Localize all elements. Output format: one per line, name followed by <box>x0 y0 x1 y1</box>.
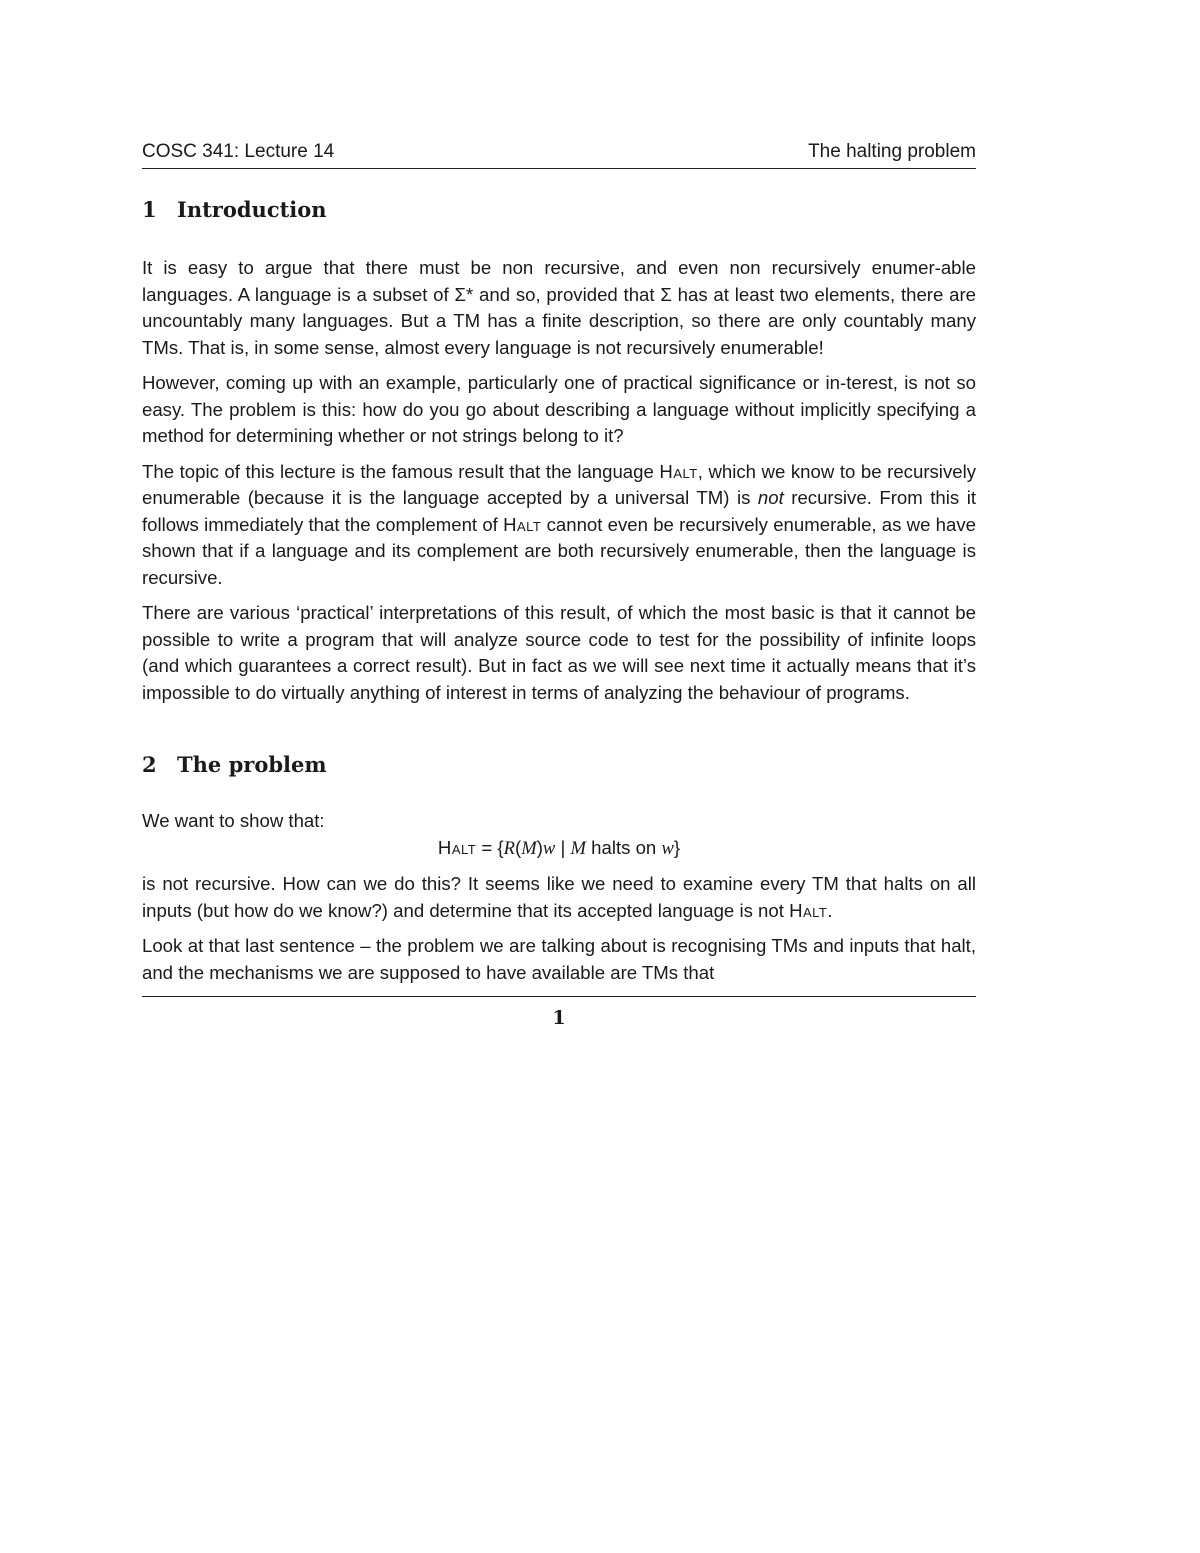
page-number: 1 <box>552 1007 566 1029</box>
section-number: 1 <box>142 197 157 222</box>
problem-paragraph-2: is not recursive. How can we do this? It seems like we need to examine every TM that halts on all inputs (but how do we know?) and determine that its accepted language is not Halt. <box>142 873 976 921</box>
section-heading-the-problem <box>142 750 976 780</box>
halt-term: Halt <box>659 460 698 482</box>
running-header <box>142 138 976 169</box>
header-course-title: COSC 341: Lecture 14 <box>142 141 335 162</box>
halt-term: Halt <box>789 899 828 921</box>
emphasis-not: not <box>757 487 784 508</box>
section-title: Introduction <box>177 197 327 222</box>
intro-paragraph-4: There are various ‘practical’ interpretations of this result, of which the most basic is that it cannot be possible to write a program that will analyze source code to test for the possibility of infinite loops (and which guarantees a correct result). But in fact as we will see next time it actually means that it’s impossible to do virtually anything of interest in terms of analyzing the behaviour of programs. <box>142 602 976 703</box>
intro-paragraph-1: It is easy to argue that there must be non recursive, and even non recursively enumer-able languages. A language is a subset of Σ* and so, provided that Σ has at least two elements, there are uncountably many languages. But a TM has a finite description, so there are only countably many TMs. That is, in some sense, almost every language is not recursively enumerable! <box>142 257 976 358</box>
problem-paragraph-3: Look at that last sentence – the problem we are talking about is recognising TMs and inputs that halt, and the mechanisms we are supposed to have available are TMs that <box>142 935 976 983</box>
section-title: The problem <box>177 752 327 777</box>
halt-term: Halt <box>503 513 542 535</box>
section-heading-introduction <box>142 195 976 225</box>
footer-rule <box>142 996 976 997</box>
halt-definition-equation: Halt = {R(M)w | M halts on w} <box>437 836 681 859</box>
section-number: 2 <box>142 752 157 777</box>
document-page <box>142 138 976 1029</box>
problem-paragraph-1: We want to show that: <box>142 810 325 831</box>
intro-paragraph-2: However, coming up with an example, particularly one of practical significance or in-terest, is not so easy. The problem is this: how do you go about describing a language without implicitly specifying a method for determining whether or not strings belong to it? <box>142 372 976 446</box>
header-lecture-topic: The halting problem <box>808 141 976 162</box>
intro-paragraph-3: The topic of this lecture is the famous result that the language Halt, which we know to be recursively enumerable (because it is the language accepted by a universal TM) is not recursive. From this it follows immediately that the complement of Halt cannot even be recursively enumerable, as we have shown that if a language and its complement are both recursively enumerable, then the language is recursive. <box>142 460 977 588</box>
